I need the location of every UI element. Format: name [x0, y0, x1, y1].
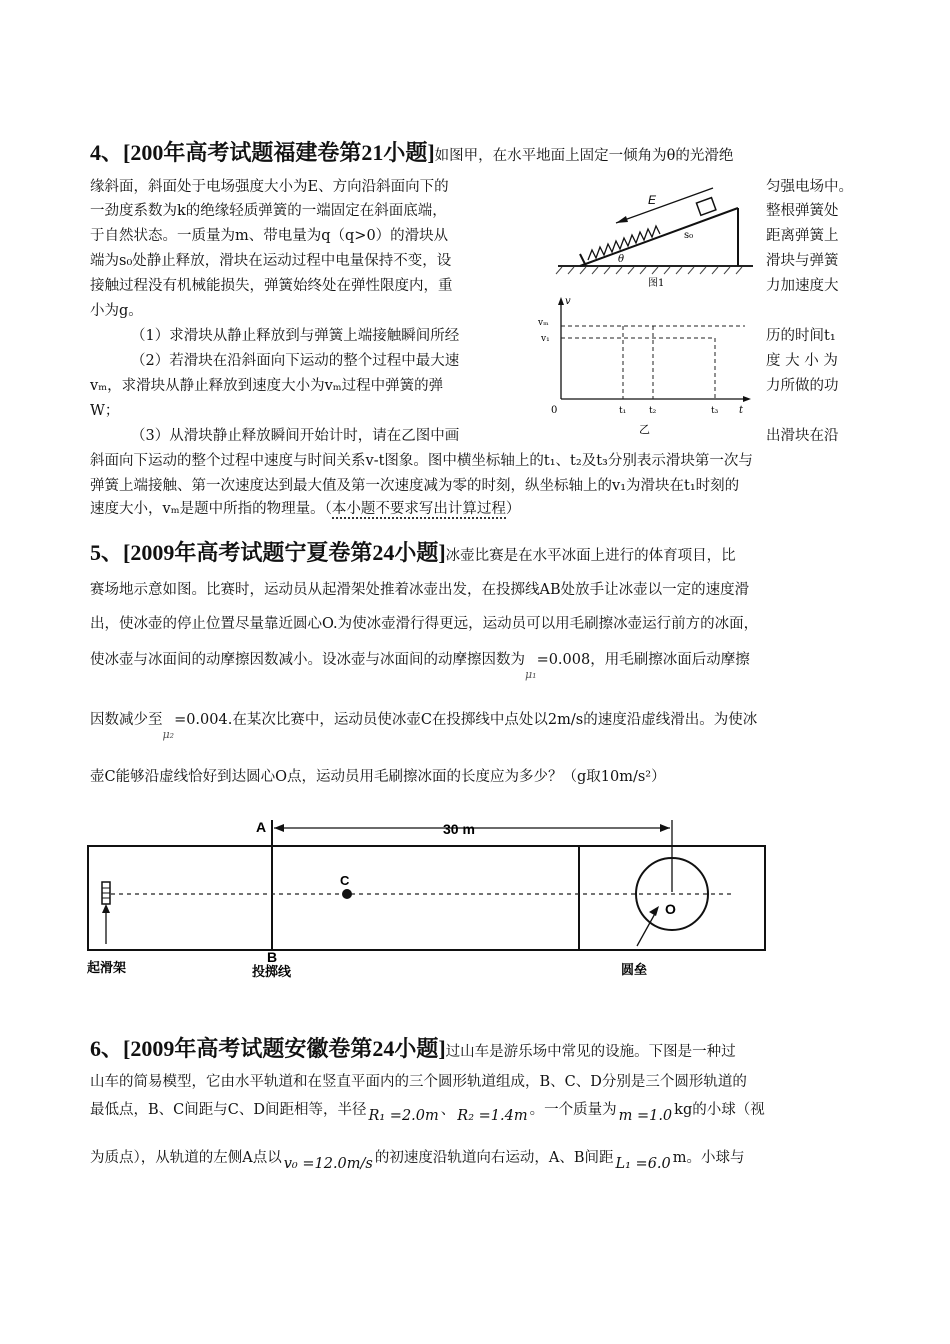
point-A-label: A	[256, 819, 267, 835]
fig-yi-caption: 乙	[639, 423, 650, 436]
vm-tick-label: vₘ	[538, 318, 549, 328]
q6-line-3a: 为质点），从轨道的左侧A点以	[90, 1150, 282, 1166]
q6-line-2	[90, 1100, 765, 1124]
v0-formula: v₀ =12.0m/s	[283, 1156, 373, 1172]
axis-v-label: v	[565, 296, 571, 307]
mass-formula: m =1.0	[618, 1108, 673, 1124]
q4-tail-line: 斜面向下运动的整个过程中速度与时间关系v-t图象。图中横坐标轴上的t₁、t₂及t₃分别表示滑块第一次与	[90, 453, 753, 469]
mu2-symbol: μ₂	[162, 728, 175, 741]
q4-right-line: 力加速度大	[766, 278, 839, 294]
field-label-E: E	[648, 193, 657, 207]
q4-left-line: 于自然状态。一质量为m、带电量为q（q>0）的滑块从	[90, 228, 449, 244]
q4-heading-row	[90, 136, 733, 167]
q4-right-line: 距离弹簧上	[766, 228, 839, 244]
q4-part2c: W；	[90, 403, 120, 419]
q4-right-line: 滑块与弹簧	[766, 253, 839, 269]
q4-part2: （2）若滑块在沿斜面向下运动的整个过程中最大速	[131, 353, 460, 369]
t2-tick-label: t₂	[649, 406, 657, 416]
vt-graph-figure	[535, 295, 755, 445]
q4-part2b: vₘ，求滑块从静止释放到速度大小为vₘ过程中弹簧的弹	[90, 378, 444, 394]
q4-part2-right: 度 大 小 为	[766, 353, 838, 369]
q4-part2b-right: 力所做的功	[766, 378, 839, 394]
theta-label: θ	[618, 254, 625, 265]
mu1-symbol: μ₁	[525, 668, 537, 681]
house-label: 圆垒	[621, 963, 648, 978]
q5-line-4b: =0.004.在某次比赛中，运动员使冰壶C在投掷线中点处以2m/s的速度沿虚线滑出。为使冰	[174, 712, 758, 728]
r2-formula: R₂ =1.4m	[457, 1108, 528, 1124]
q4-right-line: 匀强电场中。	[766, 179, 853, 195]
s0-label: s₀	[684, 230, 694, 241]
t3-tick-label: t₃	[711, 406, 719, 416]
q4-left-line: 小为g。	[90, 303, 143, 319]
q4-tail-line: 弹簧上端接触、第一次速度达到最大值及第一次速度减为零的时刻，纵坐标轴上的v₁为滑块在t₁时刻的	[90, 478, 740, 494]
q6-line-2c: kg的小球（视	[674, 1102, 765, 1118]
q6-line-1: 山车的简易模型，它由水平轨道和在竖直平面内的三个圆形轨道组成，B、C、D分别是三个圆形轨道的	[90, 1074, 747, 1090]
q5-line: 出，使冰壶的停止位置尽量靠近圆心O.为使冰壶滑行得更远，运动员可以用毛刷擦冰壶运行前方的冰面，	[90, 616, 759, 632]
point-O-label: O	[665, 901, 676, 917]
q6-sep: 、	[440, 1102, 456, 1118]
q4-right-line: 整根弹簧处	[766, 203, 839, 219]
q5-heading: 5、[2009年高考试题宁夏卷第24小题]	[90, 540, 446, 565]
q5-line: 赛场地示意如图。比赛时，运动员从起滑架处推着冰壶出发，在投掷线AB处放手让冰壶以一定的速度滑	[90, 582, 750, 598]
start-rack-label: 起滑架	[87, 961, 127, 976]
q5-line-3b: =0.008，用毛刷擦冰面后动摩擦	[536, 652, 750, 668]
curling-rink-figure	[85, 812, 775, 982]
q4-last-line	[90, 499, 520, 519]
q6-line-3c: m。小球与	[672, 1150, 745, 1166]
q6-heading-row	[90, 1032, 736, 1063]
fig-jia-caption: 图1	[648, 278, 665, 289]
q5-line-5: 壶C能够沿虚线恰好到达圆心O点，运动员用毛刷擦冰面的长度应为多少？（g取10m/s²）	[90, 769, 666, 785]
q4-part3-right: 出滑块在沿	[766, 428, 839, 444]
point-B-label: B	[267, 949, 278, 965]
q6-heading: 6、[2009年高考试题安徽卷第24小题]	[90, 1036, 446, 1061]
axis-t-label: t	[739, 405, 744, 416]
q5-line-3a: 使冰壶与冰面间的动摩擦因数减小。设冰壶与冰面间的动摩擦因数为	[90, 652, 525, 668]
q4-intro: 如图甲，在水平地面上固定一倾角为θ的光滑绝	[434, 148, 734, 164]
r1-formula: R₁ =2.0m	[368, 1108, 439, 1124]
q4-left-line: 一劲度系数为k的绝缘轻质弹簧的一端固定在斜面底端，	[90, 203, 447, 219]
q5-line-4a: 因数减少至	[90, 712, 163, 728]
q4-part3: （3）从滑块静止释放瞬间开始计时，请在乙图中画	[131, 428, 460, 444]
q6-line-3b: 的初速度沿轨道向右运动，A、B间距	[374, 1150, 614, 1166]
q4-last-close: ）	[505, 501, 521, 517]
t1-tick-label: t₁	[619, 406, 627, 416]
l1-formula: L₁ =6.0	[615, 1156, 671, 1172]
v1-tick-label: v₁	[541, 334, 550, 344]
q4-last-text: 速度大小，vₘ是题中所指的物理量。（	[90, 501, 332, 517]
q6-intro: 过山车是游乐场中常见的设施。下图是一种过	[445, 1044, 736, 1060]
q4-part1: （1）求滑块从静止释放到与弹簧上端接触瞬间所经	[131, 328, 460, 344]
q5-heading-row	[90, 536, 736, 567]
incline-spring-figure	[548, 178, 768, 298]
q4-left-line: 端为s₀处静止释放，滑块在运动过程中电量保持不变，设	[90, 253, 452, 269]
origin-label: 0	[551, 405, 558, 416]
q4-part1-right: 历的时间t₁	[766, 328, 836, 344]
q4-heading: 4、[200年高考试题福建卷第21小题]	[90, 140, 435, 165]
q4-last-dotted: 本小题不要求写出计算过程	[331, 501, 506, 517]
point-C-label: C	[340, 873, 350, 888]
q6-line-2a: 最低点，B、C间距与C、D间距相等，半径	[90, 1102, 367, 1118]
q6-line-2b: 。一个质量为	[529, 1102, 617, 1118]
throw-line-label: 投掷线	[252, 965, 292, 980]
q4-left-line: 接触过程没有机械能损失，弹簧始终处在弹性限度内，重	[90, 278, 453, 294]
q6-line-3	[90, 1148, 745, 1172]
q4-left-line: 缘斜面，斜面处于电场强度大小为E、方向沿斜面向下的	[90, 179, 449, 195]
q5-intro: 冰壶比赛是在水平冰面上进行的体育项目，比	[445, 548, 736, 564]
distance-label: 30 m	[443, 821, 475, 837]
